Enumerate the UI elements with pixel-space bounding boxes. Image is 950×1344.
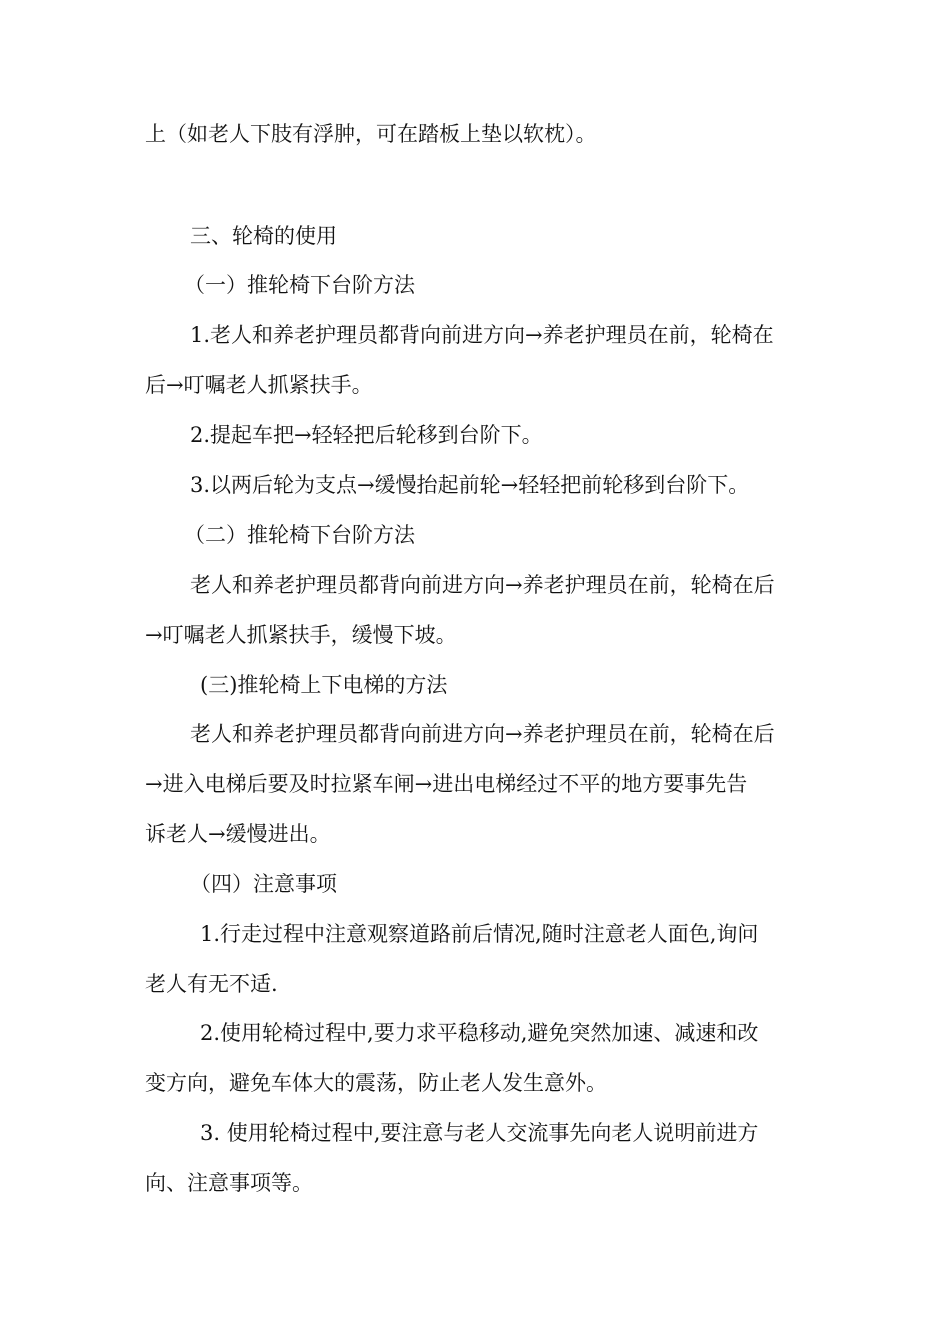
subsection-heading: (三)推轮椅上下电梯的方法 bbox=[200, 673, 448, 697]
paragraph-line: 变方向，避免车体大的震荡，防止老人发生意外。 bbox=[145, 1071, 607, 1095]
subsection-heading: （四）注意事项 bbox=[190, 872, 337, 896]
paragraph-line: 老人和养老护理员都背向前进方向→养老护理员在前，轮椅在后 bbox=[190, 573, 775, 597]
paragraph-line: 1.行走过程中注意观察道路前后情况,随时注意老人面色,询问 bbox=[200, 922, 759, 946]
subsection-heading: （一）推轮椅下台阶方法 bbox=[184, 273, 415, 297]
section-heading: 三、轮椅的使用 bbox=[190, 224, 337, 248]
paragraph-line: 向、注意事项等。 bbox=[145, 1171, 313, 1195]
paragraph-line: 老人和养老护理员都背向前进方向→养老护理员在前，轮椅在后 bbox=[190, 722, 775, 746]
paragraph-line: →叮嘱老人抓紧扶手，缓慢下坡。 bbox=[145, 623, 457, 647]
paragraph-line: 上（如老人下肢有浮肿，可在踏板上垫以软枕）。 bbox=[145, 122, 597, 146]
paragraph-line: 3. 使用轮椅过程中,要注意与老人交流事先向老人说明前进方 bbox=[200, 1121, 759, 1145]
paragraph-line: 诉老人→缓慢进出。 bbox=[145, 822, 331, 846]
subsection-heading: （二）推轮椅下台阶方法 bbox=[184, 523, 415, 547]
paragraph-line: 2.提起车把→轻轻把后轮移到台阶下。 bbox=[190, 423, 543, 447]
paragraph-line: 3.以两后轮为支点→缓慢抬起前轮→轻轻把前轮移到台阶下。 bbox=[190, 473, 750, 497]
paragraph-line: 2.使用轮椅过程中,要力求平稳移动,避免突然加速、减速和改 bbox=[200, 1021, 759, 1045]
paragraph-line: 老人有无不适. bbox=[145, 972, 278, 996]
paragraph-line: 1.老人和养老护理员都背向前进方向→养老护理员在前，轮椅在 bbox=[190, 323, 774, 347]
paragraph-line: 后→叮嘱老人抓紧扶手。 bbox=[145, 373, 373, 397]
paragraph-line: →进入电梯后要及时拉紧车闸→进出电梯经过不平的地方要事先告 bbox=[145, 772, 748, 796]
